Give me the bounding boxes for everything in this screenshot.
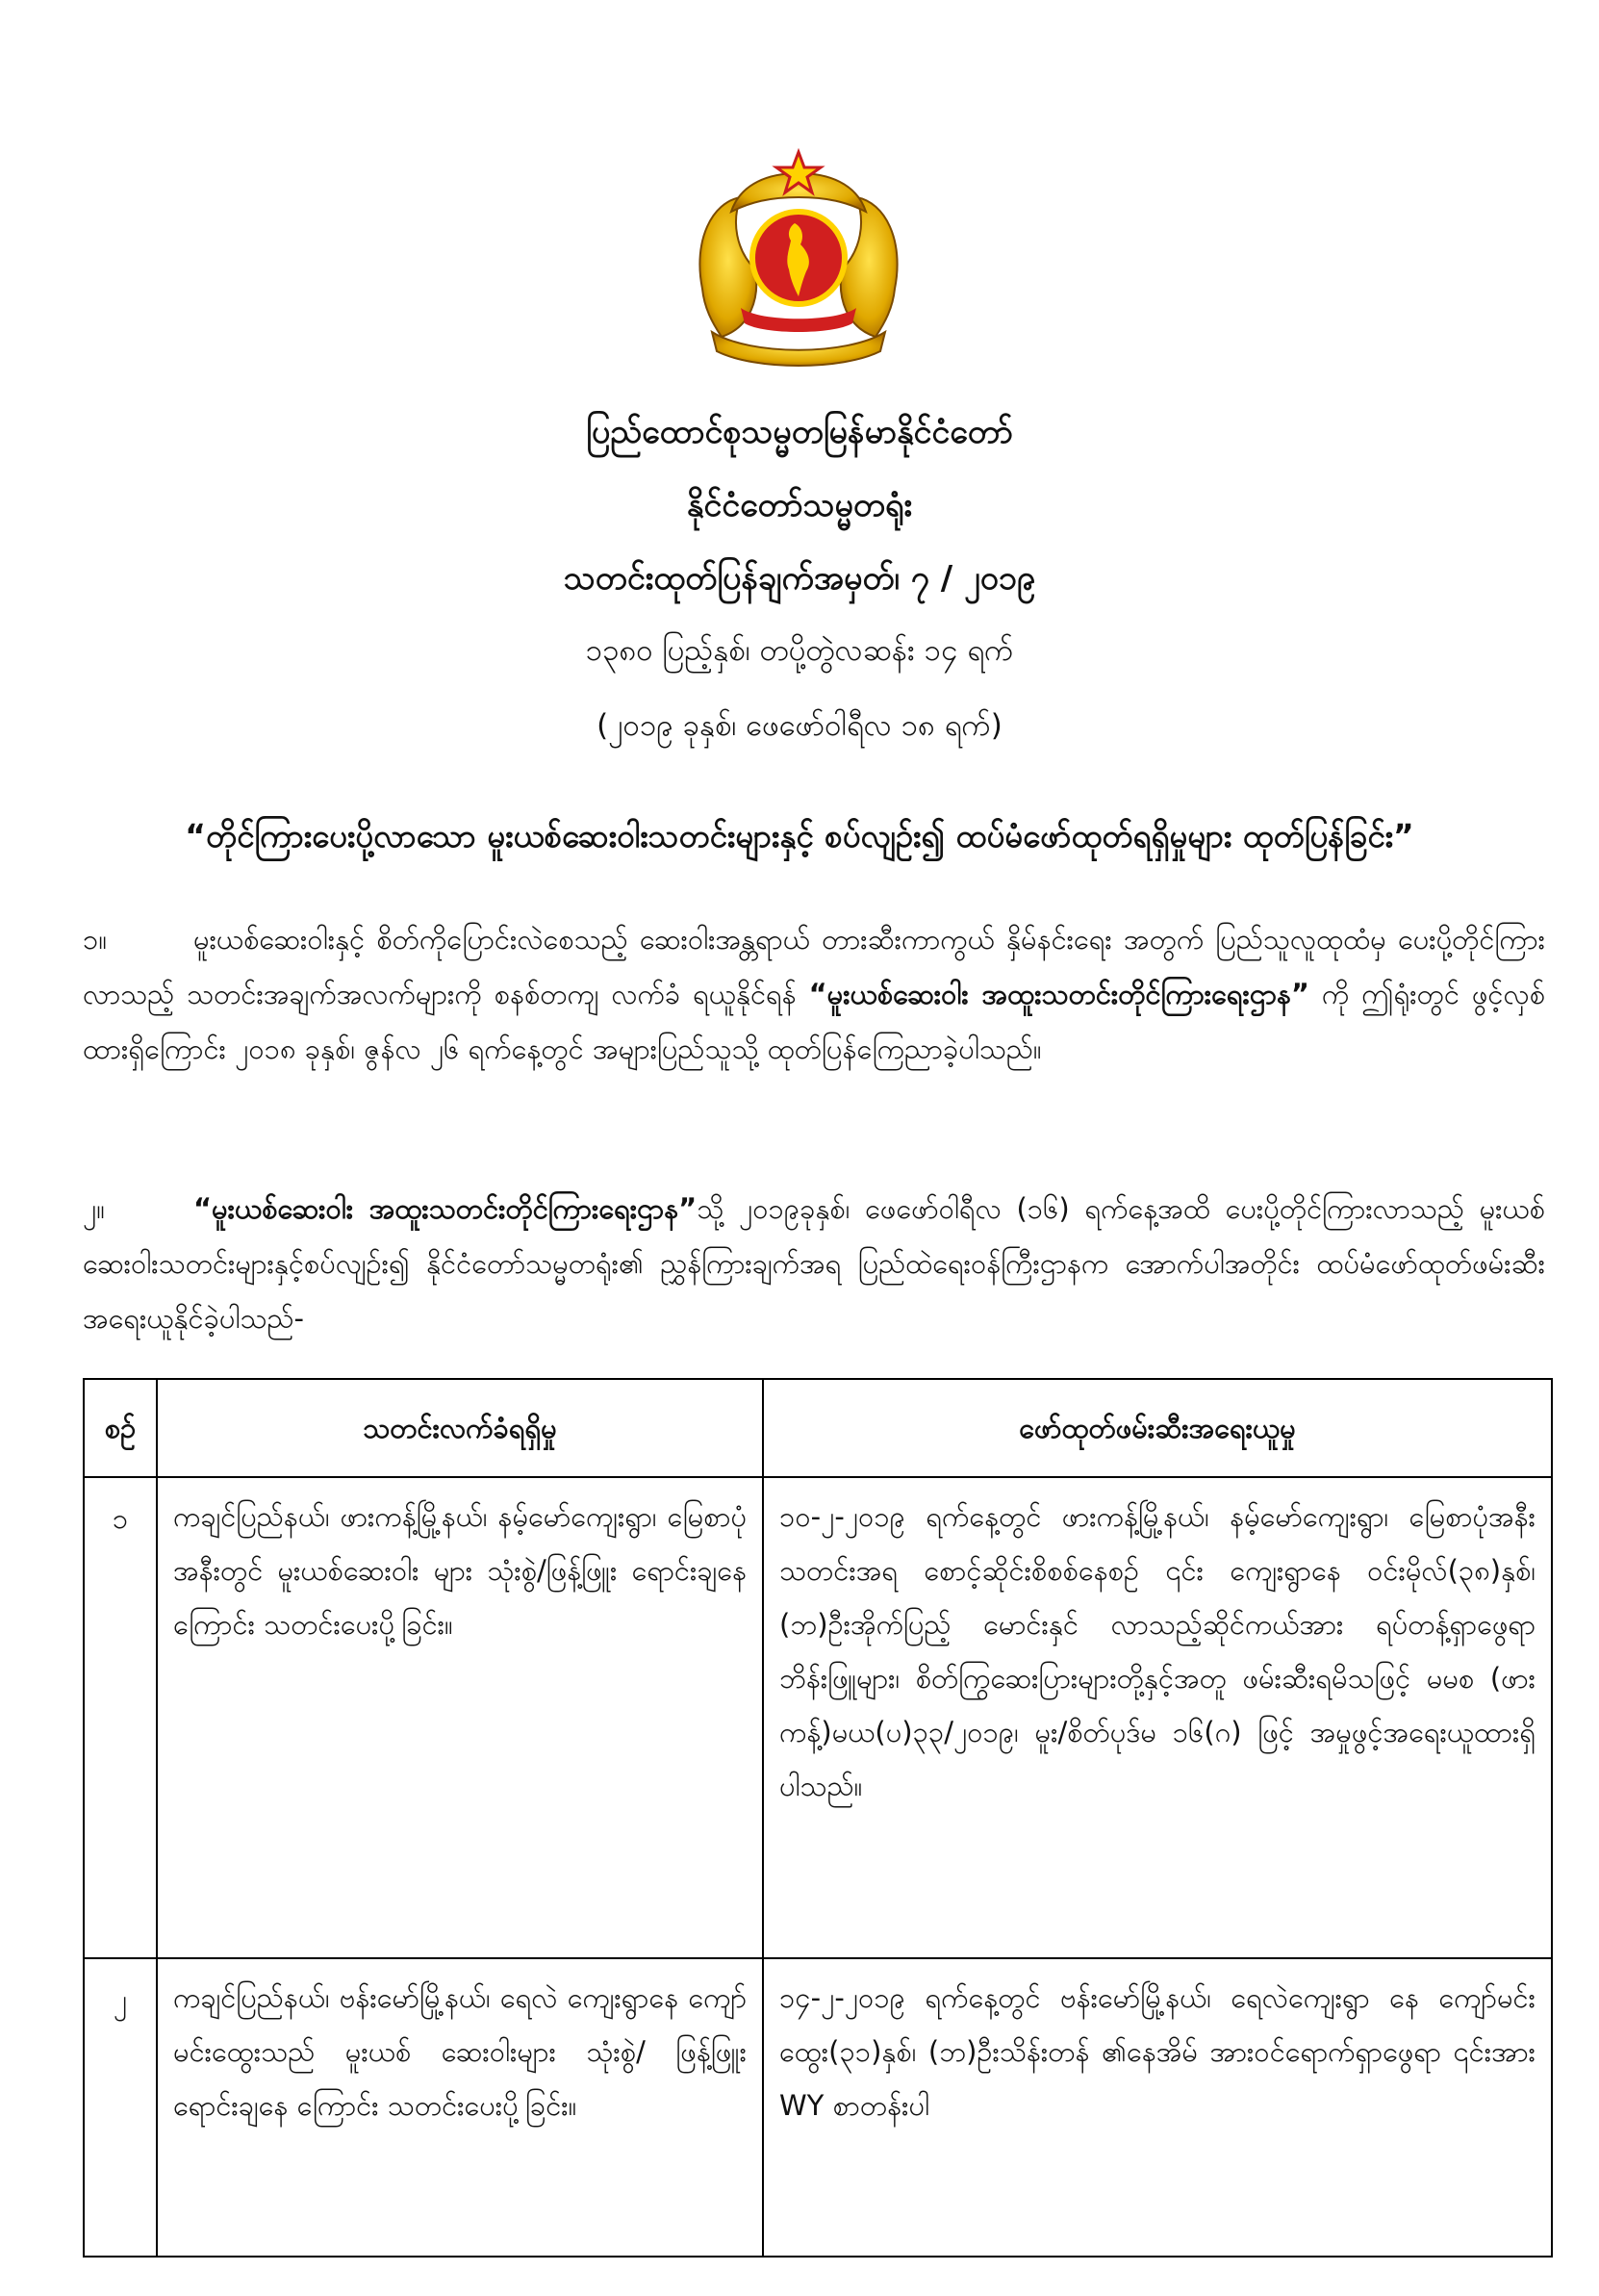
- paragraph-2: [83, 1182, 1545, 1346]
- paragraph-2-text: သို့ ၂၀၁၉ခုနှစ်၊ ဖေဖော်ဝါရီလ (၁၆) ရက်နေ့အထိ ပေးပို့တိုင်ကြားလာသည့် မူးယစ်ဆေးဝါးသတင်းများနှင့်စပ်လျဉ်း၍ နိုင်ငံတော်သမ္မတရုံး၏ ညွှန်ကြားချက်အရ ပြည်ထဲရေးဝန်ကြီးဌာနက အောက်ပါအတိုင်း ထပ်မံဖော်ထုတ်ဖမ်းဆီးအရေးယူနိုင်ခဲ့ပါသည်-: [83, 1192, 1545, 1335]
- header-country: ပြည်ထောင်စုသမ္မတမြန်မာနိုင်ငံတော်: [586, 413, 1013, 451]
- paragraph-2-bold: “မူးယစ်ဆေးဝါး အထူးသတင်းတိုင်ကြားရေးဌာန”: [193, 1192, 698, 1225]
- paragraph-1-bold: “မူးယစ်ဆေးဝါး အထူးသတင်းတိုင်ကြားရေးဌာန”: [808, 978, 1309, 1010]
- table-cell-action: ၁၄-၂-၂၀၁၉ ရက်နေ့တွင် ဗန်းမော်မြို့နယ်၊ ရေလဲကျေးရွာ နေ ကျော်မင်းထွေး(၃၁)နှစ်၊ (ဘ)ဦးသိန်းတန် ၏နေအိမ် အားဝင်ရောက်ရှာဖွေရာ ၎င်းအား WY စာတန်းပါ: [763, 1958, 1552, 2257]
- paragraph-1-number: ၁။: [83, 923, 108, 956]
- results-table: [83, 1378, 1553, 2258]
- state-seal-icon: [683, 144, 914, 375]
- paragraph-1-text-b: ကို ဤရုံးတွင် ဖွင့်လှစ်ထားရှိကြောင်း ၂၀၁၈ ခုနှစ်၊ ဇွန်လ ၂၆ ရက်နေ့တွင် အများပြည်သူသို့ ထုတ်ပြန်ကြေညာခဲ့ပါသည်။: [83, 978, 1546, 1065]
- table-cell-action: ၁၀-၂-၂၀၁၉ ရက်နေ့တွင် ဖားကန့်မြို့နယ်၊ နမ့်မော်ကျေးရွာ၊ မြေစာပုံအနီး သတင်းအရ စောင့်ဆိုင်းစိစစ်နေစဉ် ၎င်း ကျေးရွာနေ ဝင်းမိုလ်(၃၈)နှစ်၊ (ဘ)ဦးအိုက်ပြည့် မောင်းနှင် လာသည့်ဆိုင်ကယ်အား ရပ်တန့်ရှာဖွေရာ ဘိန်းဖြူများ၊ စိတ်ကြွဆေးပြားများတို့နှင့်အတူ ဖမ်းဆီးရမိသဖြင့် မမစ (ဖားကန့်)မယ(ပ)၃၃/၂၀၁၉၊ မူး/စိတ်ပုဒ်မ ၁၆(ဂ) ဖြင့် အမှုဖွင့်အရေးယူထားရှိပါသည်။: [763, 1477, 1552, 1958]
- paragraph-1: [83, 912, 1545, 1077]
- table-cell-received: ကချင်ပြည်နယ်၊ ဗန်းမော်မြို့နယ်၊ ရေလဲ ကျေးရွာနေ ကျော်မင်းထွေးသည် မူးယစ် ဆေးဝါးများ သုံးစွဲ/ ဖြန့်ဖြူး ရောင်းချနေ ကြောင်း သတင်းပေးပို့ခြင်း။: [157, 1958, 763, 2257]
- document-title: “တိုင်ကြားပေးပို့လာသော မူးယစ်ဆေးဝါးသတင်းများနှင့် စပ်လျဉ်း၍ ထပ်မံဖော်ထုတ်ရရှိမှုများ ထုတ်ပြန်ခြင်း”: [185, 817, 1414, 855]
- header-date-myanmar: ၁၃၈၀ ပြည့်နှစ်၊ တပို့တွဲလဆန်း ၁၄ ရက်: [585, 633, 1014, 668]
- table-header-received: သတင်းလက်ခံရရှိမှု: [157, 1379, 763, 1477]
- header-date-gregorian: (၂၀၁၉ ခုနှစ်၊ ဖေဖော်ဝါရီလ ၁၈ ရက်): [596, 708, 1003, 743]
- table-cell-received: ကချင်ပြည်နယ်၊ ဖားကန့်မြို့နယ်၊ နမ့်မော်ကျေးရွာ၊ မြေစာပုံအနီးတွင် မူးယစ်ဆေးဝါး များ သုံးစွဲ/ဖြန့်ဖြူး ရောင်းချနေကြောင်း သတင်းပေးပို့ခြင်း။: [157, 1477, 763, 1958]
- header-office: နိုင်ငံတော်သမ္မတရုံး: [686, 486, 913, 524]
- table-cell-no: ၂: [84, 1958, 157, 2257]
- paragraph-1-text-a: မူးယစ်ဆေးဝါးနှင့် စိတ်ကိုပြောင်းလဲစေသည့် ဆေးဝါးအန္တရာယ် တားဆီးကာကွယ် နှိမ်နင်းရေး အတွက် ပြည်သူလူထုထံမှ ပေးပို့တိုင်ကြားလာသည့် သတင်းအချက်အလက်များကို စနစ်တကျ လက်ခံ ရယူနိုင်ရန်: [83, 923, 1545, 1010]
- table-header-action: ဖော်ထုတ်ဖမ်းဆီးအရေးယူမှု: [763, 1379, 1552, 1477]
- paragraph-2-number: ၂။: [83, 1192, 106, 1225]
- table-header-no: စဉ်: [84, 1379, 157, 1477]
- table-row: [84, 1958, 1552, 2257]
- table-row: [84, 1477, 1552, 1958]
- table-cell-no: ၁: [84, 1477, 157, 1958]
- table-header-row: [84, 1379, 1552, 1477]
- header-announcement-no: သတင်းထုတ်ပြန်ချက်အမှတ်၊ ၇ / ၂၀၁၉: [563, 559, 1036, 598]
